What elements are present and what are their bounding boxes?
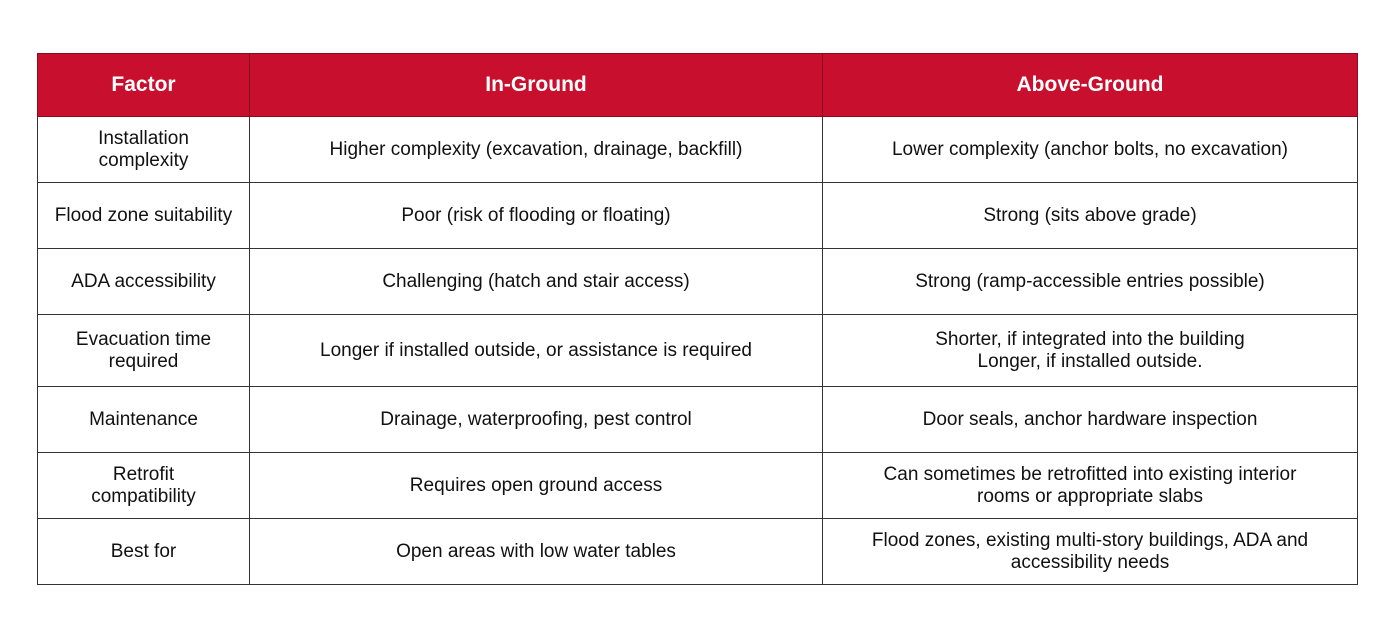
header-factor: Factor	[38, 54, 250, 117]
cell-factor: Evacuation time required	[38, 315, 250, 387]
table-row	[38, 117, 1358, 183]
cell-in-ground: Requires open ground access	[250, 453, 823, 519]
cell-in-ground: Open areas with low water tables	[250, 519, 823, 585]
cell-in-ground: Poor (risk of flooding or floating)	[250, 183, 823, 249]
cell-above-ground: Shorter, if integrated into the building Longer, if installed outside.	[823, 315, 1358, 387]
table-row	[38, 183, 1358, 249]
cell-in-ground: Longer if installed outside, or assistance is required	[250, 315, 823, 387]
cell-in-ground: Challenging (hatch and stair access)	[250, 249, 823, 315]
cell-factor: Retrofit compatibility	[38, 453, 250, 519]
table-row	[38, 315, 1358, 387]
cell-above-ground: Strong (ramp-accessible entries possible)	[823, 249, 1358, 315]
comparison-table-wrapper	[37, 53, 1357, 585]
cell-factor: ADA accessibility	[38, 249, 250, 315]
cell-in-ground: Drainage, waterproofing, pest control	[250, 387, 823, 453]
cell-factor: Best for	[38, 519, 250, 585]
cell-above-ground: Lower complexity (anchor bolts, no excavation)	[823, 117, 1358, 183]
cell-above-ground: Flood zones, existing multi-story buildings, ADA and accessibility needs	[823, 519, 1358, 585]
table-row	[38, 519, 1358, 585]
table-header	[38, 54, 1358, 117]
cell-above-ground: Door seals, anchor hardware inspection	[823, 387, 1358, 453]
header-in-ground: In-Ground	[250, 54, 823, 117]
cell-above-ground: Can sometimes be retrofitted into existing interior rooms or appropriate slabs	[823, 453, 1358, 519]
table-body	[38, 117, 1358, 585]
cell-in-ground: Higher complexity (excavation, drainage, backfill)	[250, 117, 823, 183]
table-row	[38, 387, 1358, 453]
header-row	[38, 54, 1358, 117]
comparison-table	[37, 53, 1358, 585]
cell-factor: Installation complexity	[38, 117, 250, 183]
cell-factor: Maintenance	[38, 387, 250, 453]
table-row	[38, 453, 1358, 519]
header-above-ground: Above-Ground	[823, 54, 1358, 117]
cell-above-ground: Strong (sits above grade)	[823, 183, 1358, 249]
cell-factor: Flood zone suitability	[38, 183, 250, 249]
table-row	[38, 249, 1358, 315]
